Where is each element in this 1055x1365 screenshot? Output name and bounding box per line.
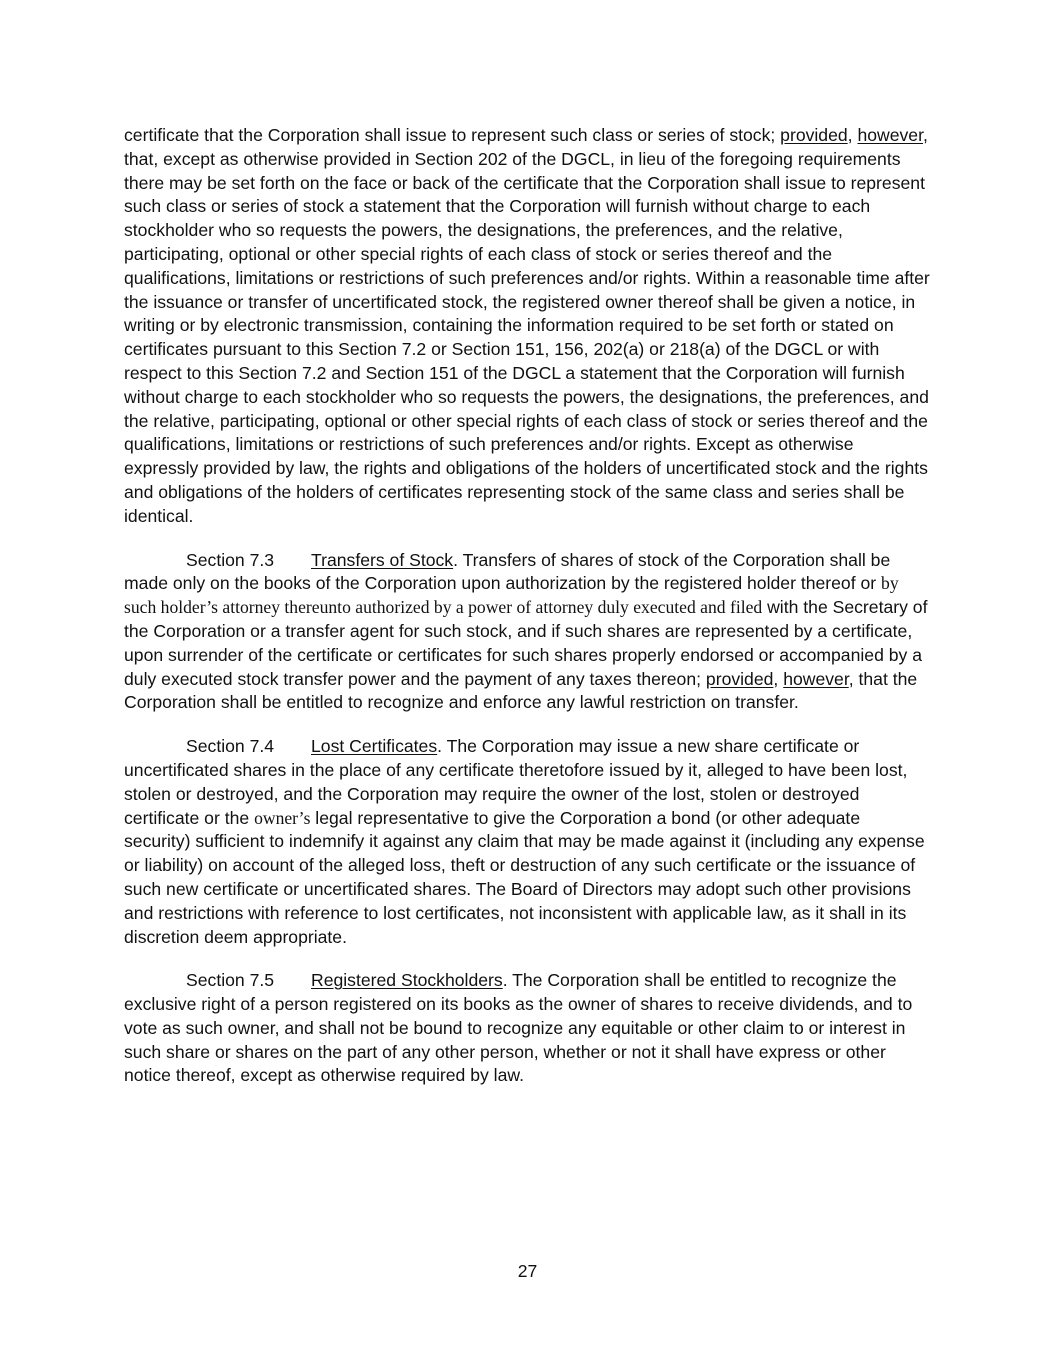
document-body	[124, 124, 930, 1088]
paragraph-text-serif: by such holder’s attorney thereunto authorized by a power of attorney duly executed and filed	[124, 573, 899, 618]
paragraph-text: certificate that the Corporation shall issue to represent such class or series of stock;	[124, 125, 781, 145]
section-heading: Registered Stockholders	[311, 970, 503, 991]
section-heading: Lost Certificates	[311, 736, 438, 757]
page-number: 27	[517, 1261, 538, 1281]
paragraph-text: legal representative to give the Corporation a bond (or other adequate security) sufficient to indemnify it against any claim that may be made against it (including any expense or liability) on account of the alleged loss, theft or destruction of any such certificate or the issuance of such new certificate or uncertificated shares. The Board of Directors may adopt such other provisions and restrictions with reference to lost certificates, not inconsistent with applicable law, as it shall in its discretion deem appropriate.	[124, 807, 925, 947]
separator-text: ,	[847, 125, 858, 145]
paragraph-text-serif: owner’s	[254, 807, 311, 828]
section-number: Section 7.5	[186, 970, 275, 991]
paragraph-section-7-2-continued	[124, 124, 930, 529]
however-term: however	[857, 125, 923, 145]
paragraph-text: , that, except as otherwise provided in Section 202 of the DGCL, in lieu of the foregoing requirements there may be set forth on the face or back of the certificate that the Corporation shall issue to represent such class or series of stock a statement that the Corporation will furnish without charge to each stockholder who so requests the powers, the designations, the preferences, and the relative, participating, optional or other special rights of each class of stock or series thereof and the qualifications, limitations or restrictions of such preferences and/or rights. Within a reasonable time after the issuance or transfer of uncertificated stock, the registered owner thereof shall be given a notice, in writing or by electronic transmission, containing the information required to be set forth or stated on certificates pursuant to this Section 7.2 or Section 151, 156, 202(a) or 218(a) of the DGCL or with respect to this Section 7.2 and Section 151 of the DGCL a statement that the Corporation will furnish without charge to each stockholder who so requests the powers, the designations, the preferences, and the relative, participating, optional or other special rights of each class of stock or series thereof and the qualifications, limitations or restrictions of such preferences and/or rights. Except as otherwise expressly provided by law, the rights and obligations of the holders of uncertificated stock and the rights and obligations of the holders of certificates representing stock of the same class and series shall be identical.	[124, 125, 930, 526]
paragraph-text: with the Secretary of the Corporation or a transfer agent for such stock, and if such shares are represented by a certificate, upon surrender of the certificate or certificates for such shares properly endorsed or accompanied by a duly executed stock transfer power and the payment of any taxes thereon;	[124, 597, 928, 689]
section-7-5-paragraph	[124, 969, 930, 1088]
provided-term: provided	[780, 125, 848, 145]
paragraph-text: , that the Corporation shall be entitled to recognize and enforce any lawful restriction on transfer.	[124, 668, 918, 713]
section-7-3-paragraph	[124, 549, 930, 716]
section-number: Section 7.3	[186, 549, 275, 570]
section-number: Section 7.4	[186, 736, 275, 757]
paragraph-text: . The Corporation may issue a new share certificate or uncertificated shares in the place of any certificate theretofore issued by it, alleged to have been lost, stolen or destroyed, and the Corporation may require the owner of the lost, stolen or destroyed certificate or the	[124, 736, 908, 828]
separator-text: ,	[773, 668, 784, 689]
section-7-4-paragraph	[124, 735, 930, 949]
however-term: however	[783, 668, 849, 689]
paragraph-text: . The Corporation shall be entitled to recognize the exclusive right of a person registered on its books as the owner of shares to receive dividends, and to vote as such owner, and shall not be bound to recognize any equitable or other claim to or interest in such share or shares on the part of any other person, whether or not it shall have express or other notice thereof, except as otherwise required by law.	[124, 970, 913, 1086]
section-heading: Transfers of Stock	[311, 549, 454, 570]
provided-term: provided	[705, 668, 774, 689]
paragraph-text: . Transfers of shares of stock of the Corporation shall be made only on the books of the Corporation upon authorization by the registered holder thereof or	[124, 549, 891, 594]
